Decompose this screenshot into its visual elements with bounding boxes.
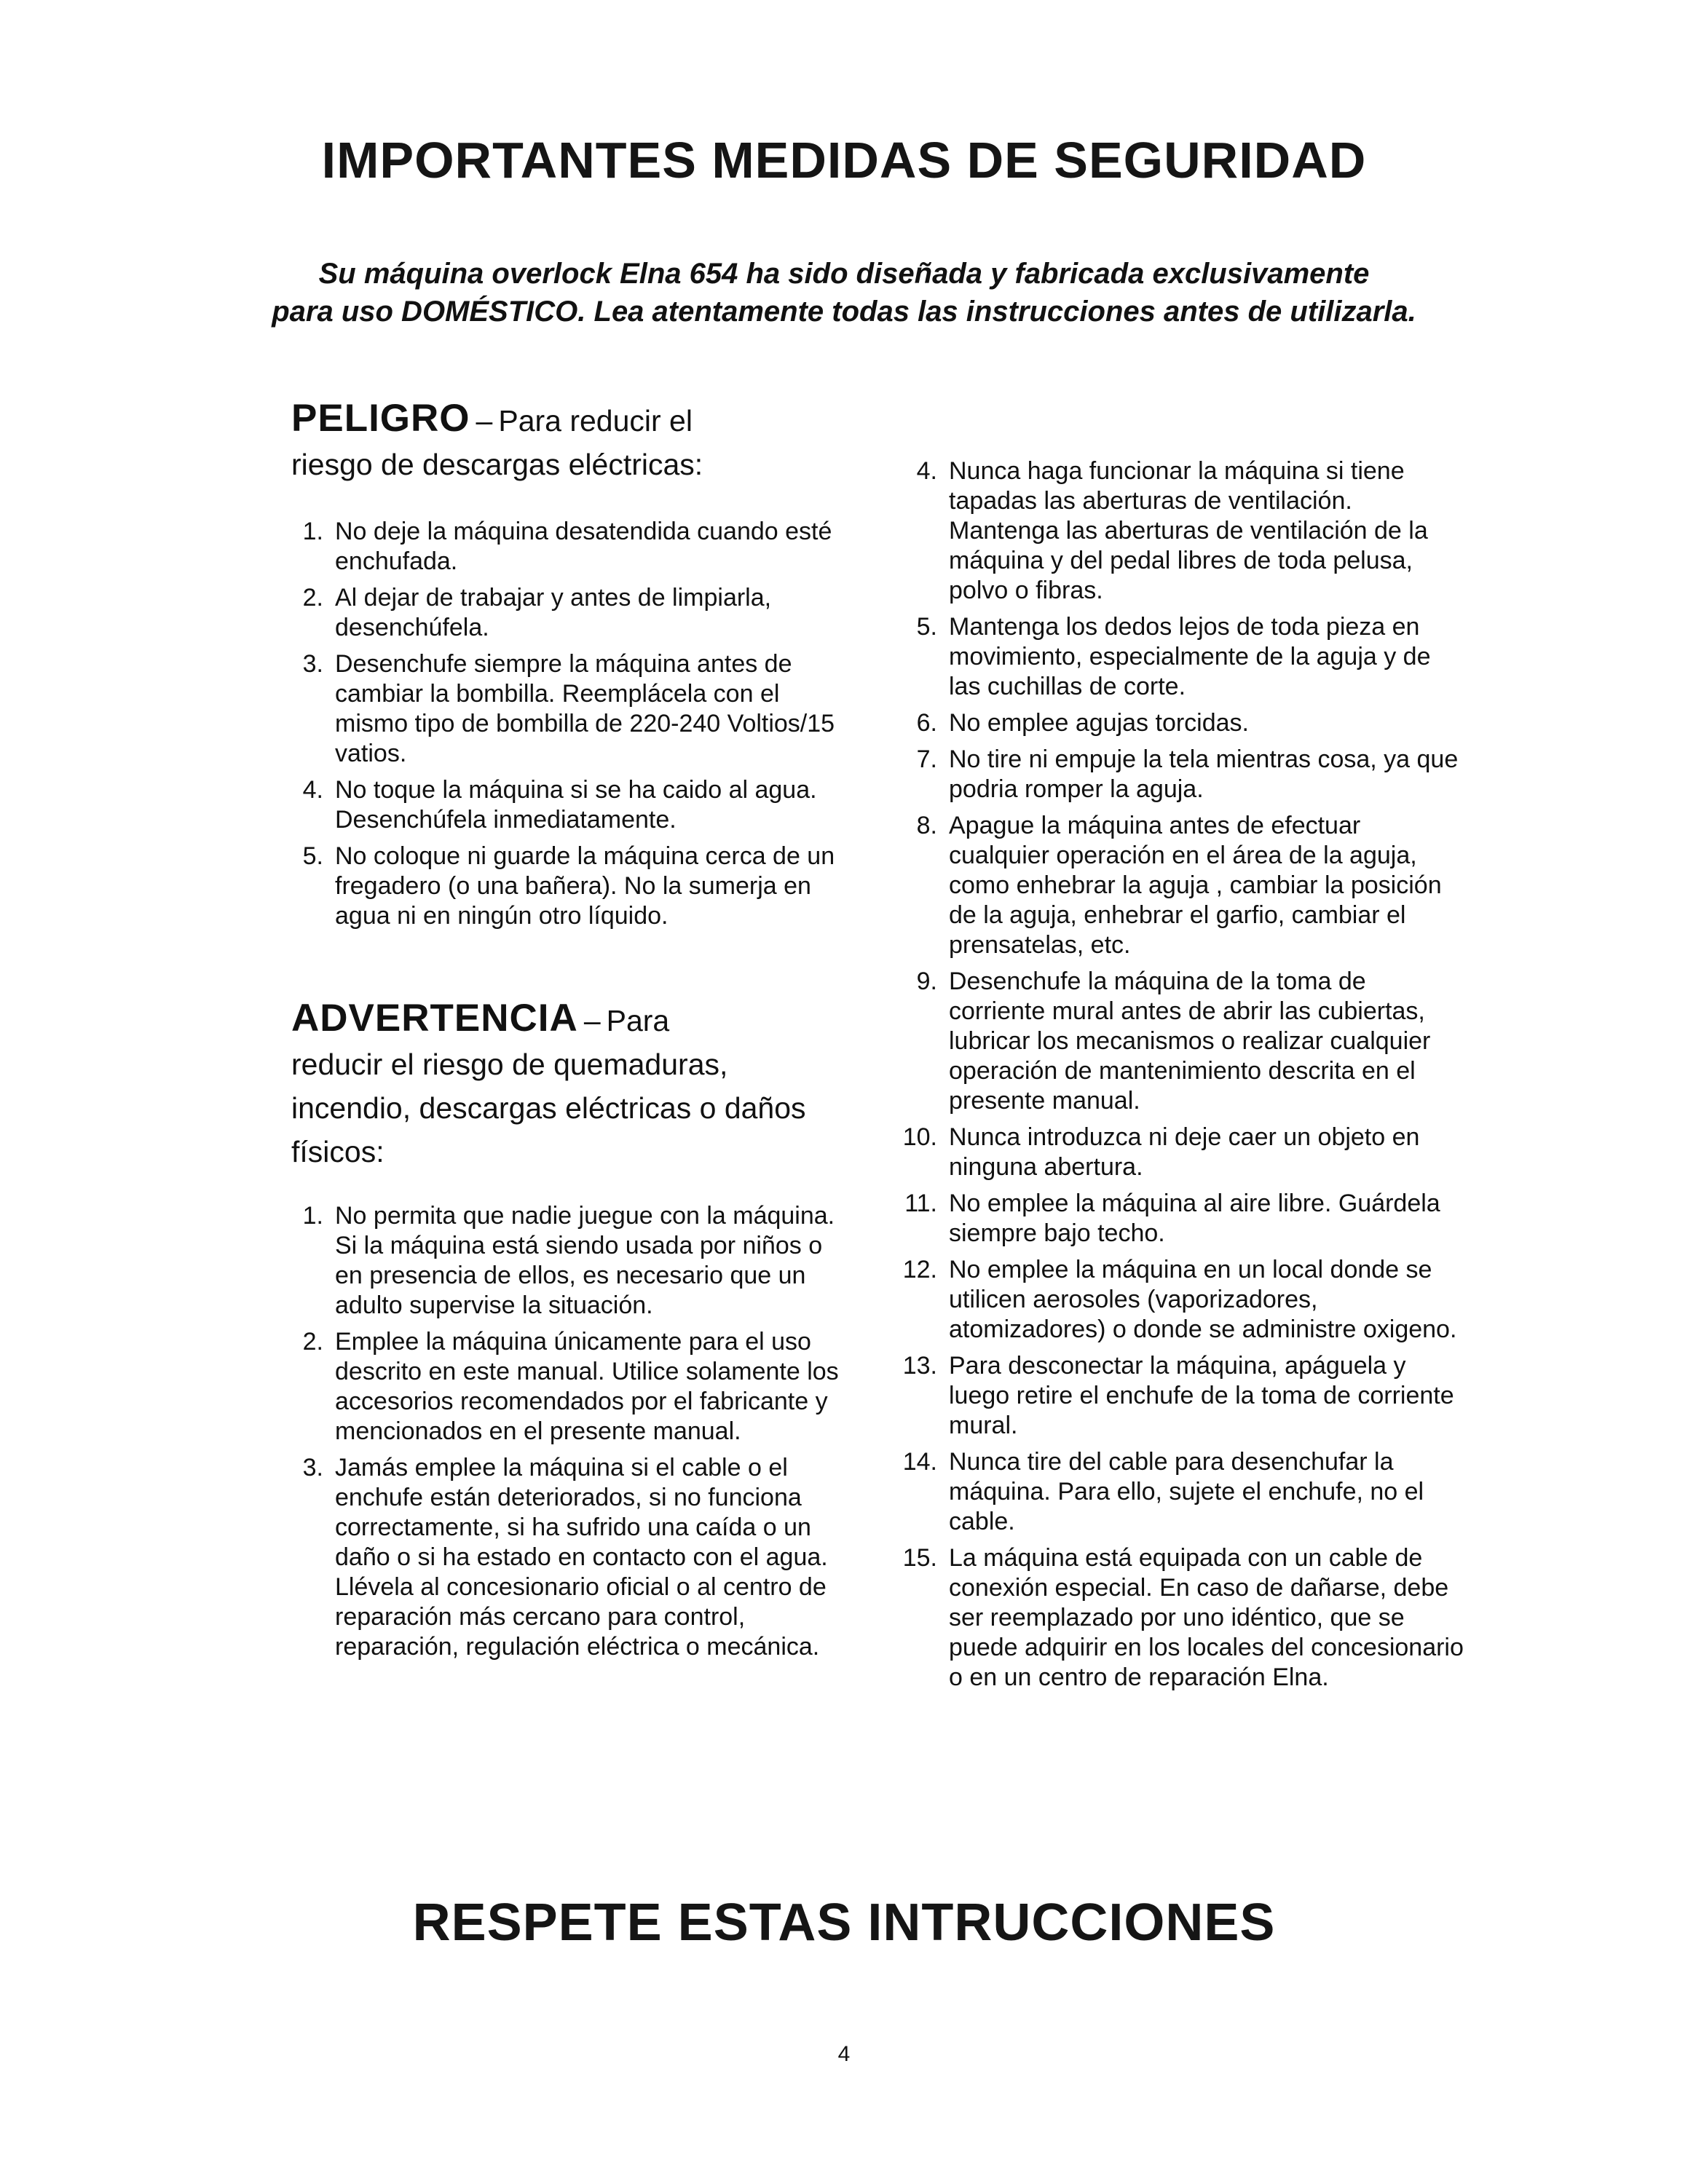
page-title: IMPORTANTES MEDIDAS DE SEGURIDAD <box>321 132 1367 189</box>
intro-line: para uso DOMÉSTICO. Lea atentamente todas las instrucciones antes de utilizarla. <box>272 296 1416 328</box>
item-text: No toque la máquina si se ha caido al agua. Desenchúfela inmediatamente. <box>335 776 817 834</box>
warning-subtitle: Para <box>606 1004 670 1037</box>
intro-text <box>182 255 1506 331</box>
danger-dash: – <box>476 404 493 438</box>
item-number: 1. <box>302 518 323 545</box>
list-item <box>892 708 1467 738</box>
warning-list-left <box>291 1201 845 1662</box>
right-column <box>892 456 1467 1699</box>
left-column <box>291 397 845 1669</box>
item-number: 11. <box>904 1190 937 1217</box>
item-text: No emplee agujas torcidas. <box>949 709 1250 737</box>
item-number: 9. <box>916 968 937 995</box>
list-item <box>892 1351 1467 1441</box>
item-number: 5. <box>302 842 323 870</box>
item-number: 3. <box>302 650 323 678</box>
item-text: Jamás emplee la máquina si el cable o el enchufe están deteriorados, si no funciona correctamente, si ha sufrido una caída o un daño o si ha estado en contacto con el agua. Llévela al concesionario oficial o al centro de reparación más cercano para control, reparación, regulación eléctrica o mecánica. <box>335 1454 828 1661</box>
warning-subtitle: incendio, descargas eléctricas o daños <box>291 1091 806 1125</box>
item-text: Nunca tire del cable para desenchufar la máquina. Para ello, sujete el enchufe, no el cable. <box>949 1448 1424 1535</box>
item-number: 15. <box>902 1544 937 1572</box>
item-text: No coloque ni guarde la máquina cerca de un fregadero (o una bañera). No la sumerja en agua ni en ningún otro líquido. <box>335 842 835 930</box>
list-item <box>291 775 845 835</box>
list-item <box>892 456 1467 606</box>
list-item <box>892 1189 1467 1249</box>
item-number: 12. <box>902 1256 937 1283</box>
item-text: Nunca introduzca ni deje caer un objeto en ninguna abertura. <box>949 1123 1420 1181</box>
list-item <box>291 583 845 643</box>
list-item <box>291 1453 845 1662</box>
list-item <box>892 967 1467 1116</box>
danger-subtitle: riesgo de descargas eléctricas: <box>291 448 703 481</box>
item-text: No emplee la máquina al aire libre. Guárdela siempre bajo techo. <box>949 1190 1440 1247</box>
list-item <box>892 745 1467 804</box>
item-text: Nunca haga funcionar la máquina si tiene tapadas las aberturas de ventilación. Mantenga las aberturas de ventilación de la máquina y del pedal libres de toda pelusa, polvo o fibras. <box>949 457 1428 604</box>
item-number: 4. <box>302 776 323 804</box>
item-number: 7. <box>916 745 937 773</box>
intro-line: Su máquina overlock Elna 654 ha sido diseñada y fabricada exclusivamente <box>318 258 1370 290</box>
item-number: 2. <box>302 584 323 612</box>
list-item <box>892 1543 1467 1693</box>
danger-subtitle: Para reducir el <box>498 404 693 438</box>
item-number: 6. <box>916 709 937 737</box>
item-number: 3. <box>302 1454 323 1481</box>
item-text: Desenchufe siempre la máquina antes de cambiar la bombilla. Reemplácela con el mismo tipo de bombilla de 220-240 Voltios/15 vatios. <box>335 650 835 767</box>
item-number: 10. <box>902 1123 937 1151</box>
item-text: Para desconectar la máquina, apáguela y luego retire el enchufe de la toma de corriente mural. <box>949 1352 1454 1439</box>
item-number: 1. <box>302 1202 323 1230</box>
danger-list <box>291 517 845 931</box>
item-text: Apague la máquina antes de efectuar cualquier operación en el área de la aguja, como enhebrar la aguja , cambiar la posición de la aguja, enhebrar el garfio, cambiar el prensatelas, etc. <box>949 812 1442 959</box>
item-text: Emplee la máquina únicamente para el uso descrito en este manual. Utilice solamente los accesorios recomendados por el fabricante y mencionados en el presente manual. <box>335 1328 839 1445</box>
item-number: 13. <box>902 1352 937 1380</box>
warning-keyword: ADVERTENCIA <box>291 997 578 1040</box>
list-item <box>892 1255 1467 1345</box>
warning-subtitle: físicos: <box>291 1135 384 1168</box>
list-item <box>291 517 845 577</box>
list-item <box>291 842 845 931</box>
item-number: 8. <box>916 812 937 839</box>
warning-dash: – <box>583 1004 601 1037</box>
footer-title: RESPETE ESTAS INTRUCCIONES <box>412 1894 1276 1952</box>
list-item <box>892 612 1467 702</box>
danger-heading <box>291 397 845 486</box>
item-text: Al dejar de trabajar y antes de limpiarla, desenchúfela. <box>335 584 772 641</box>
item-text: La máquina está equipada con un cable de conexión especial. En caso de dañarse, debe ser reemplazado por uno idéntico, que se puede adquirir en los locales del concesionario o en un centro de reparación Elna. <box>949 1544 1464 1691</box>
list-item <box>892 1447 1467 1537</box>
item-text: Mantenga los dedos lejos de toda pieza en movimiento, especialmente de la aguja y de las cuchillas de corte. <box>949 613 1431 700</box>
item-text: No tire ni empuje la tela mientras cosa, ya que podria romper la aguja. <box>949 745 1459 803</box>
warning-subtitle: reducir el riesgo de quemaduras, <box>291 1048 728 1081</box>
item-number: 4. <box>916 457 937 485</box>
item-text: No deje la máquina desatendida cuando esté enchufada. <box>335 518 832 575</box>
list-item <box>892 1123 1467 1182</box>
list-item <box>291 1327 845 1447</box>
item-text: No permita que nadie juegue con la máquina. Si la máquina está siendo usada por niños o en presencia de ellos, es necesario que un adulto supervise la situación. <box>335 1202 835 1319</box>
item-number: 2. <box>302 1328 323 1356</box>
list-item <box>892 811 1467 960</box>
danger-keyword: PELIGRO <box>291 397 470 440</box>
item-text: No emplee la máquina en un local donde se utilicen aerosoles (vaporizadores, atomizadores) o donde se administre oxigeno. <box>949 1256 1457 1343</box>
warning-list-right <box>892 456 1467 1693</box>
list-item <box>291 1201 845 1321</box>
item-text: Desenchufe la máquina de la toma de corriente mural antes de abrir las cubiertas, lubricar los mecanismos o realizar cualquier operación de mantenimiento descrita en el presente manual. <box>949 968 1431 1115</box>
item-number: 5. <box>916 613 937 641</box>
item-number: 14. <box>902 1448 937 1476</box>
page-number: 4 <box>837 2042 851 2066</box>
warning-heading <box>291 997 845 1174</box>
list-item <box>291 649 845 769</box>
